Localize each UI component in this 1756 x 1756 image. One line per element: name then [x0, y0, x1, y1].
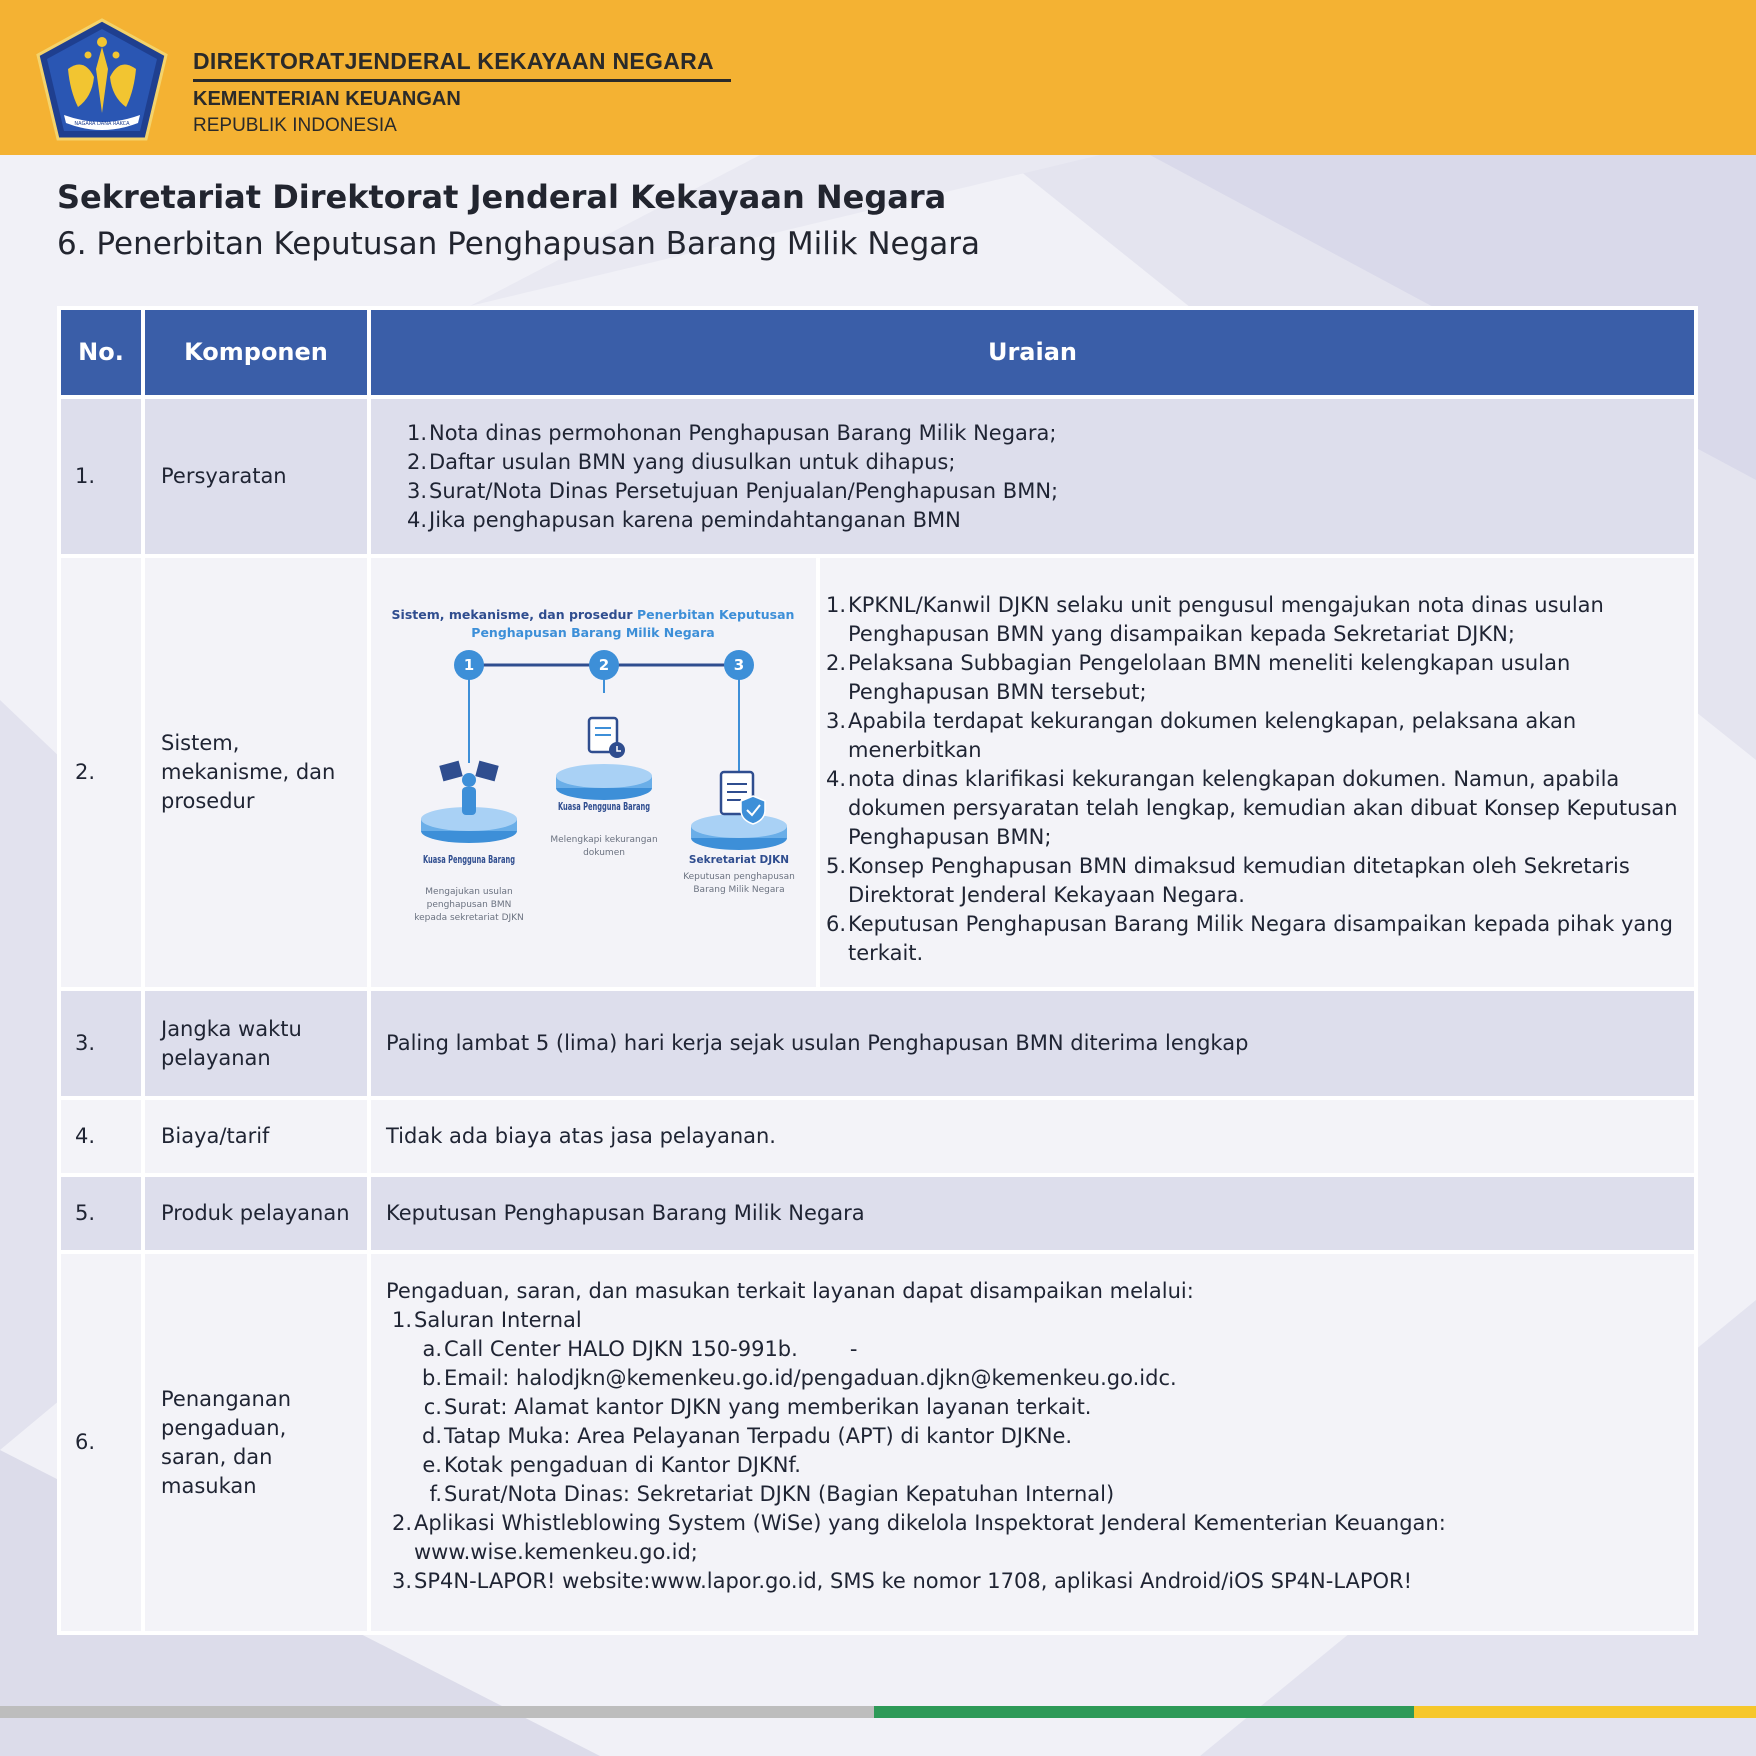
row5-no: 5. [61, 1177, 141, 1250]
internal-channels-list [422, 1335, 1694, 1509]
document-shield-icon [691, 772, 787, 850]
list-item: 1. Nota dinas permohonan Penghapusan Barang Milik Negara; [406, 421, 1057, 445]
step1-name: Kuasa Pengguna Barang [423, 854, 515, 866]
row3-komponen: Jangka waktu pelayanan [145, 991, 367, 1096]
list-item: 3. Apabila terdapat kekurangan dokumen kelengkapan, pelaksana akan menerbitkan [825, 709, 1577, 762]
org-name-line3: REPUBLIK INDONESIA [193, 115, 397, 136]
row3-no: 3. [61, 991, 141, 1096]
step1-desc2: penghapusan BMN [426, 900, 512, 910]
step2-desc2: dokumen [583, 848, 625, 858]
row6-komponen: Penanganan pengaduan, saran, dan masukan [145, 1254, 367, 1631]
row2-uraian [820, 558, 1694, 987]
row5-uraian: Keputusan Penghapusan Barang Milik Negara [371, 1177, 1694, 1250]
process-diagram-cell [371, 558, 816, 987]
list-item: 3. SP4N-LAPOR! website:www.lapor.go.id, SMS ke nomor 1708, aplikasi Android/iOS SP4N-LAPOR! [391, 1569, 1413, 1593]
list-item: e. Kotak pengaduan di Kantor DJKNf. [422, 1453, 801, 1477]
requirements-list [401, 419, 1694, 535]
org-name-line2: KEMENTERIAN KEUANGAN [193, 88, 461, 110]
list-item: 2. Daftar usulan BMN yang diusulkan untuk dihapus; [406, 450, 956, 474]
complaint-intro: Pengaduan, saran, dan masukan terkait layanan dapat disampaikan melalui: [386, 1279, 1194, 1303]
header-komponen: Komponen [145, 310, 367, 395]
list-item: 2. Aplikasi Whistleblowing System (WiSe) yang dikelola Inspektorat Jenderal Kementerian Keuangan: www.wise.kemenkeu.go.id; [391, 1511, 1446, 1564]
list-item: 6. Keputusan Penghapusan Barang Milik Negara disampaikan kepada pihak yang terkait. [825, 912, 1673, 965]
list-item: 4. Jika penghapusan karena pemindahtanganan BMN [406, 508, 961, 532]
list-item: b. Email: halodjkn@kemenkeu.go.id/pengaduan.djkn@kemenkeu.go.idc. [422, 1366, 1177, 1390]
list-item: 1. Saluran Internal [391, 1308, 582, 1332]
document-clock-icon [556, 718, 652, 800]
list-item: d. Tatap Muka: Area Pelayanan Terpadu (APT) di kantor DJKNe. [422, 1424, 1073, 1448]
step2-name: Kuasa Pengguna Barang [558, 801, 650, 813]
step1-desc1: Mengajukan usulan [425, 887, 513, 897]
step-1 [454, 650, 484, 680]
step2-desc1: Melengkapi kekurangan [550, 835, 658, 845]
step3-desc2: Barang Milik Negara [693, 885, 785, 895]
row6-no: 6. [61, 1254, 141, 1631]
step-number: 3 [733, 656, 745, 674]
procedure-list [820, 591, 1690, 968]
step1-desc3: kepada sekretariat DJKN [414, 913, 524, 923]
diagram-title-line1: Sistem, mekanisme, dan prosedur Penerbitan Keputusan [391, 607, 795, 622]
page-title: Sekretariat Direktorat Jenderal Kekayaan Negara [57, 178, 947, 216]
step-3 [724, 650, 754, 680]
service-table [57, 306, 1698, 1635]
row4-no: 4. [61, 1100, 141, 1173]
header-uraian: Uraian [371, 310, 1694, 395]
list-item: a. Call Center HALO DJKN 150-991b. - [422, 1337, 858, 1361]
step-2 [589, 650, 619, 680]
row5-komponen: Produk pelayanan [145, 1177, 367, 1250]
list-item: 1. KPKNL/Kanwil DJKN selaku unit pengusul mengajukan nota dinas usulan Penghapusan BMN yang disampaikan kepada Sekretariat DJKN; [825, 593, 1604, 646]
person-icon [421, 761, 517, 843]
footer-bar-gray [0, 1706, 874, 1718]
list-item: f. Surat/Nota Dinas: Sekretariat DJKN (Bagian Kepatuhan Internal) [429, 1482, 1115, 1506]
kemenkeu-logo-icon [34, 17, 170, 143]
list-item: 5. Konsep Penghapusan BMN dimaksud kemudian ditetapkan oleh Sekretaris Direktorat Jenderal Kekayaan Negara. [825, 854, 1630, 907]
row3-uraian: Paling lambat 5 (lima) hari kerja sejak usulan Penghapusan BMN diterima lengkap [371, 991, 1694, 1096]
diagram-title-line2: Penghapusan Barang Milik Negara [471, 625, 715, 640]
header-no: No. [61, 310, 141, 395]
footer-bar-yellow [1414, 1706, 1756, 1718]
internal-channels [386, 1335, 1694, 1509]
step3-name: Sekretariat DJKN [688, 854, 790, 866]
step-number: 2 [598, 656, 610, 674]
row1-komponen: Persyaratan [145, 399, 367, 554]
list-item: 4. nota dinas klarifikasi kekurangan kelengkapan dokumen. Namun, apabila dokumen persyaratan telah lengkap, kemudian akan dibuat Konsep Keputusan Penghapusan BMN; [825, 767, 1678, 849]
row4-komponen: Biaya/tarif [145, 1100, 367, 1173]
row2-no: 2. [61, 558, 141, 987]
footer-bar-green [874, 1706, 1414, 1718]
row1-uraian [371, 399, 1694, 554]
row6-uraian [371, 1254, 1694, 1631]
header-bar [0, 0, 1756, 155]
page-subtitle: 6. Penerbitan Keputusan Penghapusan Barang Milik Negara [57, 226, 980, 262]
org-name-line1: DIREKTORATJENDERAL KEKAYAAN NEGARA [193, 48, 731, 82]
step-number: 1 [463, 656, 475, 674]
process-diagram [371, 558, 816, 987]
list-item: c. Surat: Alamat kantor DJKN yang memberikan layanan terkait. [423, 1395, 1092, 1419]
list-item: 3. Surat/Nota Dinas Persetujuan Penjualan/Penghapusan BMN; [406, 479, 1059, 503]
list-item: 2. Pelaksana Subbagian Pengelolaan BMN meneliti kelengkapan usulan Penghapusan BMN tersebut; [825, 651, 1571, 704]
complaint-channels-list [386, 1306, 1694, 1596]
page-title-block [57, 178, 980, 262]
organization-block [193, 48, 731, 137]
row1-no: 1. [61, 399, 141, 554]
logo-caption: NAGARA DANA RAKCA [74, 121, 130, 127]
row4-uraian: Tidak ada biaya atas jasa pelayanan. [371, 1100, 1694, 1173]
row2-komponen: Sistem, mekanisme, dan prosedur [145, 558, 367, 987]
step3-desc1: Keputusan penghapusan [683, 872, 795, 882]
